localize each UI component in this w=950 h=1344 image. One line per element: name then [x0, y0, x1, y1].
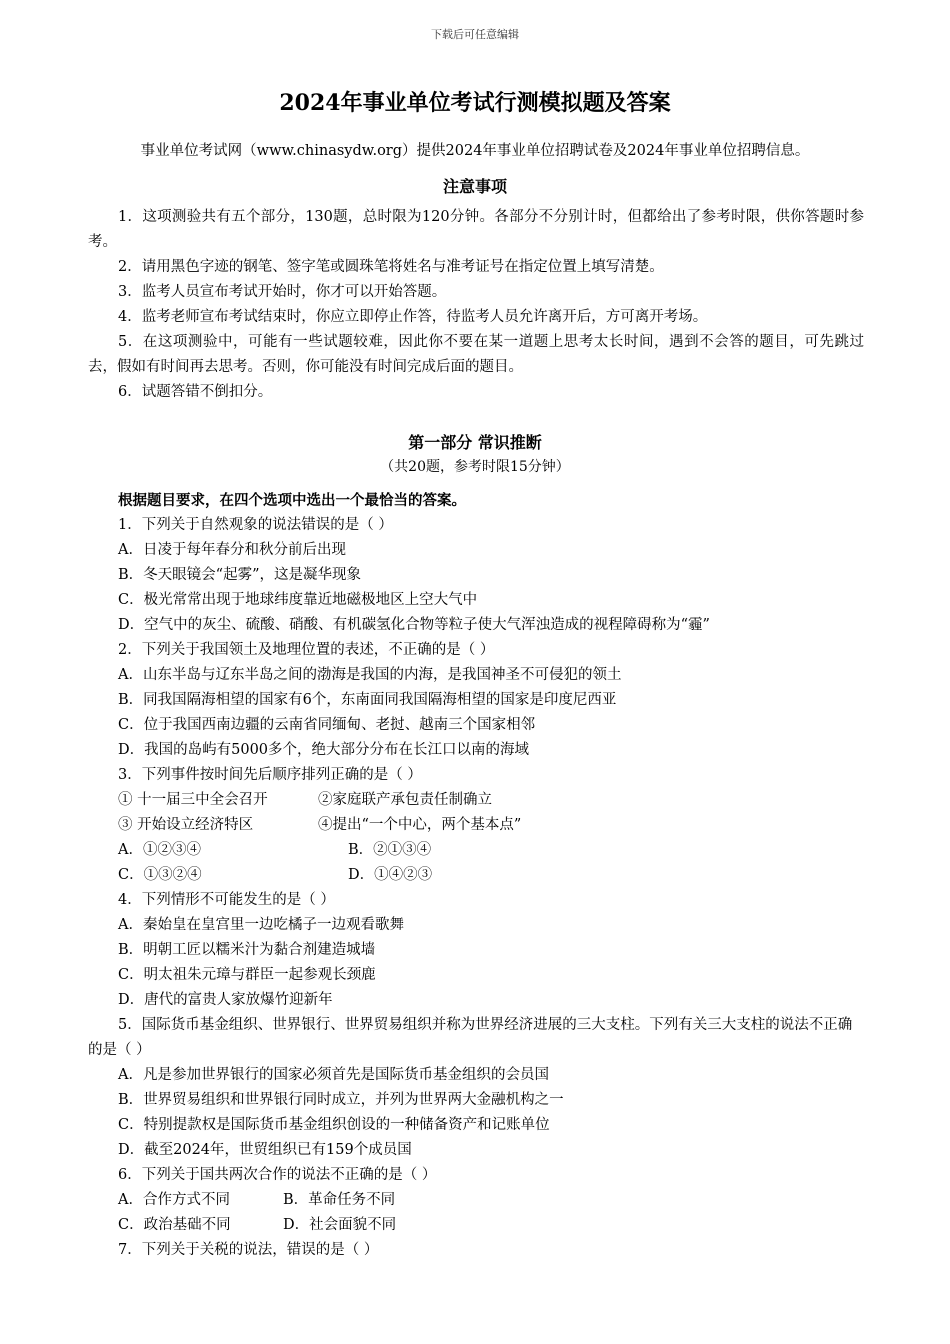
- option-row: [88, 1188, 864, 1213]
- instruction: 根据题目要求，在四个选项中选出一个最恰当的答案。: [118, 492, 466, 509]
- option: D．截至2024年，世贸组织已有159个成员国: [118, 1142, 412, 1158]
- option: C．极光常常出现于地球纬度靠近地磁极地区上空大气中: [118, 592, 478, 608]
- option: A．日凌于每年春分和秋分前后出现: [118, 542, 346, 558]
- option-row: [88, 1213, 864, 1238]
- option: C．政治基础不同: [118, 1217, 231, 1233]
- event-item: ④提出“一个中心，两个基本点”: [318, 817, 522, 833]
- notice-item: 6．试题答错不倒扣分。: [118, 384, 273, 400]
- option: B．世界贸易组织和世界银行同时成立，并列为世界两大金融机构之一: [118, 1092, 564, 1108]
- option: C．特别提款权是国际货币基金组织创设的一种储备资产和记账单位: [118, 1117, 550, 1133]
- option: A．山东半岛与辽东半岛之间的渤海是我国的内海，是我国神圣不可侵犯的领土: [118, 667, 622, 683]
- option: B．明朝工匠以糯米汁为黏合剂建造城墙: [118, 942, 376, 958]
- question-stem: 3．下列事件按时间先后顺序排列正确的是（ ）: [118, 767, 422, 783]
- option: D．空气中的灰尘、硫酸、硝酸、有机碳氢化合物等粒子使大气浑浊造成的视程障碍称为“霾”: [118, 617, 710, 633]
- notice-item: 4．监考老师宣布考试结束时，你应立即停止作答，待监考人员允许离开后，方可离开考场。: [118, 309, 708, 325]
- option: B．冬天眼镜会“起雾”，这是凝华现象: [118, 567, 361, 583]
- notice-heading: 注意事项: [442, 177, 507, 196]
- option: D．①④②③: [348, 867, 433, 883]
- option: C．①③②④: [118, 867, 202, 883]
- option: C．明太祖朱元璋与群臣一起参观长颈鹿: [118, 967, 376, 983]
- part-subheading: （共20题，参考时限15分钟）: [380, 459, 570, 475]
- notice-list: [88, 205, 864, 405]
- part-heading: 第一部分 常识推断: [408, 433, 542, 452]
- question-stem: 7．下列关于关税的说法，错误的是（ ）: [118, 1242, 379, 1258]
- option: A．秦始皇在皇宫里一边吃橘子一边观看歌舞: [118, 917, 404, 933]
- question-stem: 6．下列关于国共两次合作的说法不正确的是（ ）: [118, 1167, 437, 1183]
- option: A．合作方式不同: [118, 1192, 230, 1208]
- question-stem: 2．下列关于我国领土及地理位置的表述，不正确的是（ ）: [118, 642, 495, 658]
- event-row: [88, 813, 864, 838]
- notice-item: 2．请用黑色字迹的钢笔、签字笔或圆珠笔将姓名与准考证号在指定位置上填写清楚。: [118, 259, 664, 275]
- question-stem: 1．下列关于自然观象的说法错误的是（ ）: [118, 517, 393, 533]
- option: A．①②③④: [118, 842, 201, 858]
- event-item: ③ 开始设立经济特区: [118, 817, 254, 833]
- notice-item: 1．这项测验共有五个部分，130题，总时限为120分钟。各部分不分别计时，但都给出了参考时限，供你答题时参考。: [88, 209, 864, 250]
- option: D．唐代的富贵人家放爆竹迎新年: [118, 992, 333, 1008]
- option: D．社会面貌不同: [283, 1217, 397, 1233]
- event-item: ②家庭联产承包责任制确立: [318, 792, 492, 808]
- notice-item: 3．监考人员宣布考试开始时，你才可以开始答题。: [118, 284, 447, 300]
- document-title: 2024年事业单位考试行测模拟题及答案: [279, 90, 671, 116]
- option: B．②①③④: [348, 842, 432, 858]
- question-list: [88, 488, 864, 1263]
- page-header-note: 下载后可任意编辑: [431, 28, 519, 41]
- event-row: [88, 788, 864, 813]
- event-item: ① 十一届三中全会召开: [118, 792, 268, 808]
- option: B．革命任务不同: [283, 1192, 396, 1208]
- question-stem: 4．下列情形不可能发生的是（ ）: [118, 892, 335, 908]
- option-row: [88, 838, 864, 863]
- question-stem: 5．国际货币基金组织、世界银行、世界贸易组织并称为世界经济进展的三大支柱。下列有关三大支柱的说法不正确的是（ ）: [88, 1017, 853, 1058]
- option-row: [88, 863, 864, 888]
- option: A．凡是参加世界银行的国家必须首先是国际货币基金组织的会员国: [118, 1067, 549, 1083]
- option: C．位于我国西南边疆的云南省同缅甸、老挝、越南三个国家相邻: [118, 717, 536, 733]
- notice-item: 5．在这项测验中，可能有一些试题较难，因此你不要在某一道题上思考太长时间，遇到不会答的题目，可先跳过去，假如有时间再去思考。否则，你可能没有时间完成后面的题目。: [88, 334, 864, 375]
- option: D．我国的岛屿有5000多个，绝大部分分布在长江口以南的海域: [118, 742, 530, 758]
- option: B．同我国隔海相望的国家有6个，东南面同我国隔海相望的国家是印度尼西亚: [118, 692, 617, 708]
- intro-line: 事业单位考试网（www.chinasydw.org）提供2024年事业单位招聘试卷及2024年事业单位招聘信息。: [140, 143, 810, 159]
